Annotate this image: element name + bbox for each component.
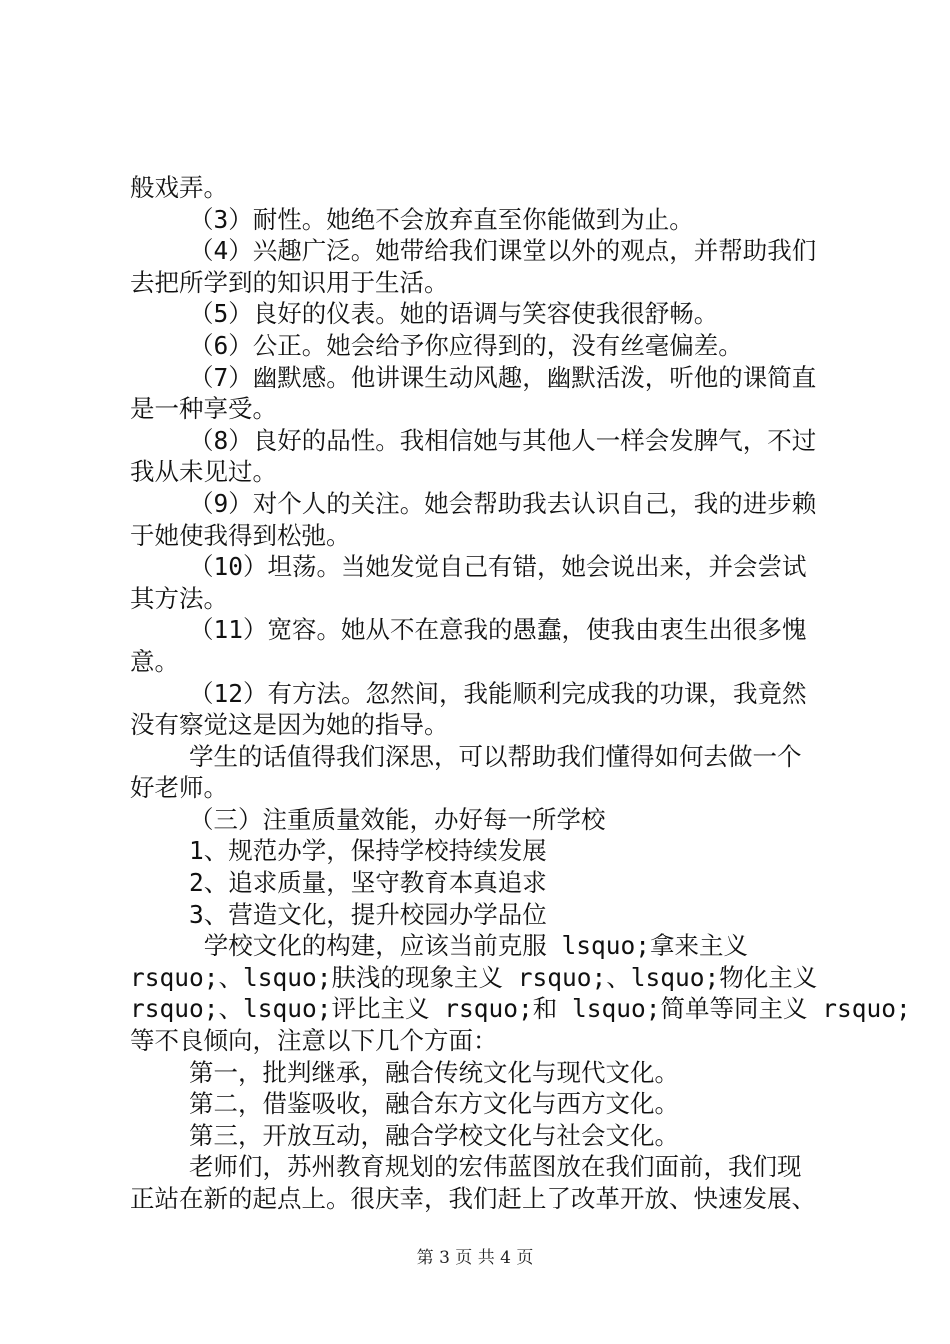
text-line: （11）宽容。她从不在意我的愚蠢，使我由衷生出很多愧 [130,615,807,645]
text-line: 我从未见过。 [130,457,277,487]
text-line: 学校文化的构建，应该当前克服 lsquo;拿来主义 [130,931,749,961]
text-line: 其方法。 [130,583,228,613]
text-line: （10）坦荡。当她发觉自己有错，她会说出来，并会尝试 [130,552,807,582]
text-line: （6）公正。她会给予你应得到的，没有丝毫偏差。 [130,330,743,360]
text-line: 2、追求质量，坚守教育本真追求 [130,868,547,898]
text-line: 好老师。 [130,773,228,803]
text-line: （8）良好的品性。我相信她与其他人一样会发脾气，不过 [130,425,817,455]
text-line: 老师们，苏州教育规划的宏伟蓝图放在我们面前，我们现 [130,1152,802,1182]
text-line: 第三，开放互动，融合学校文化与社会文化。 [130,1120,679,1150]
text-line: 于她使我得到松弛。 [130,520,351,550]
text-line: 正站在新的起点上。很庆幸，我们赶上了改革开放、快速发展、 [130,1184,816,1213]
text-line: 第二，借鉴吸收，融合东方文化与西方文化。 [130,1089,679,1119]
text-line: 是一种享受。 [130,394,277,424]
page-number-footer: 第 3 页 共 4 页 [416,1248,534,1268]
text-line: rsquo;、lsquo;评比主义 rsquo;和 lsquo;简单等同主义 rsquo; [130,994,911,1024]
body-text [130,172,911,1215]
text-line: 1、规范办学，保持学校持续发展 [130,836,547,866]
text-line: 3、营造文化，提升校园办学品位 [130,899,547,929]
text-line: 等不良倾向，注意以下几个方面： [130,1026,498,1056]
section-heading: （三）注重质量效能，办好每一所学校 [130,804,606,834]
text-line: （12）有方法。忽然间，我能顺利完成我的功课，我竟然 [130,678,807,708]
text-line: （7）幽默感。他讲课生动风趣，幽默活泼，听他的课简直 [130,362,817,392]
text-line: （5）良好的仪表。她的语调与笑容使我很舒畅。 [130,299,719,329]
text-line: 学生的话值得我们深思，可以帮助我们懂得如何去做一个 [130,741,802,771]
text-line: rsquo;、lsquo;肤浅的现象主义 rsquo;、lsquo;物化主义 [130,962,818,992]
text-line: 没有察觉这是因为她的指导。 [130,710,449,740]
text-line: （3）耐性。她绝不会放弃直至你能做到为止。 [130,204,694,234]
text-line: 意。 [130,646,179,676]
text-line: （9）对个人的关注。她会帮助我去认识自己，我的进步赖 [130,488,817,518]
text-line: 第一，批判继承，融合传统文化与现代文化。 [130,1057,679,1087]
text-line: 去把所学到的知识用于生活。 [130,267,449,297]
text-line: （4）兴趣广泛。她带给我们课堂以外的观点，并帮助我们 [130,236,817,266]
text-line: 般戏弄。 [130,173,228,202]
